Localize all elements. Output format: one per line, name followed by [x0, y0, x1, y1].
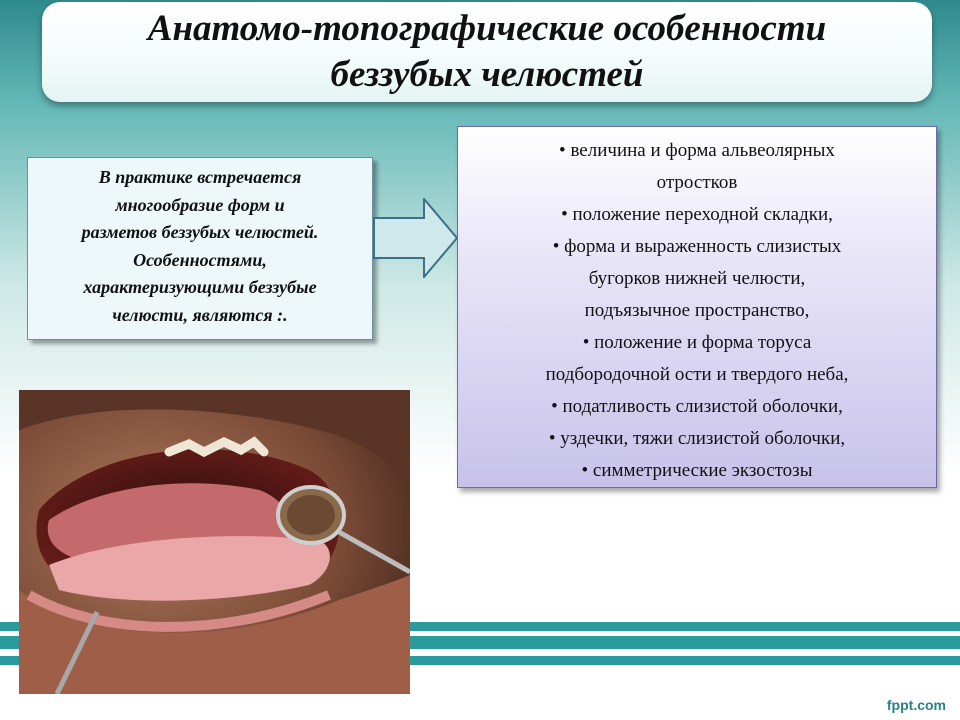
intro-text-box: [27, 157, 373, 340]
intro-line-5: характеризующими беззубые: [83, 277, 317, 297]
intro-line-2: многообразие форм и: [115, 194, 285, 215]
feature-line-8: подбородочной ости и твердого неба,: [545, 364, 849, 385]
feature-line-7: • положение и форма торуса: [582, 332, 812, 353]
intro-line-3: разметов беззубых челюстей.: [81, 222, 319, 242]
intro-line-6: челюсти, являются :.: [112, 304, 288, 325]
feature-line-4: • форма и выраженность слизистых: [552, 236, 842, 257]
intro-line-1: В практике встречается: [98, 167, 302, 187]
slide-title: [148, 6, 826, 98]
feature-line-5: бугорков нижней челюсти,: [588, 268, 806, 289]
intro-line-4: Особенностями,: [133, 249, 267, 270]
right-arrow-icon: [373, 198, 459, 278]
edentulous-jaw-photo: [19, 390, 410, 694]
features-list-box: [457, 126, 937, 488]
feature-line-10: • уздечки, тяжи слизистой оболочки,: [548, 428, 846, 449]
slide-title-line-2: беззубых челюстей: [330, 54, 644, 95]
feature-line-3: • положение переходной складки,: [561, 204, 833, 225]
fppt-logo: fppt.com: [886, 697, 946, 713]
feature-line-11: • симметрические экзостозы: [581, 460, 813, 481]
feature-line-9: • податливость слизистой оболочки,: [551, 396, 843, 417]
feature-line-2: отростков: [656, 172, 738, 193]
feature-line-6: подъязычное пространство,: [584, 300, 810, 321]
mouth-photo-icon: [19, 390, 410, 694]
title-banner: [42, 2, 932, 102]
slide-title-line-1: Анатомо-топографические особенности: [147, 8, 827, 49]
feature-line-1: • величина и форма альвеолярных: [559, 140, 835, 161]
